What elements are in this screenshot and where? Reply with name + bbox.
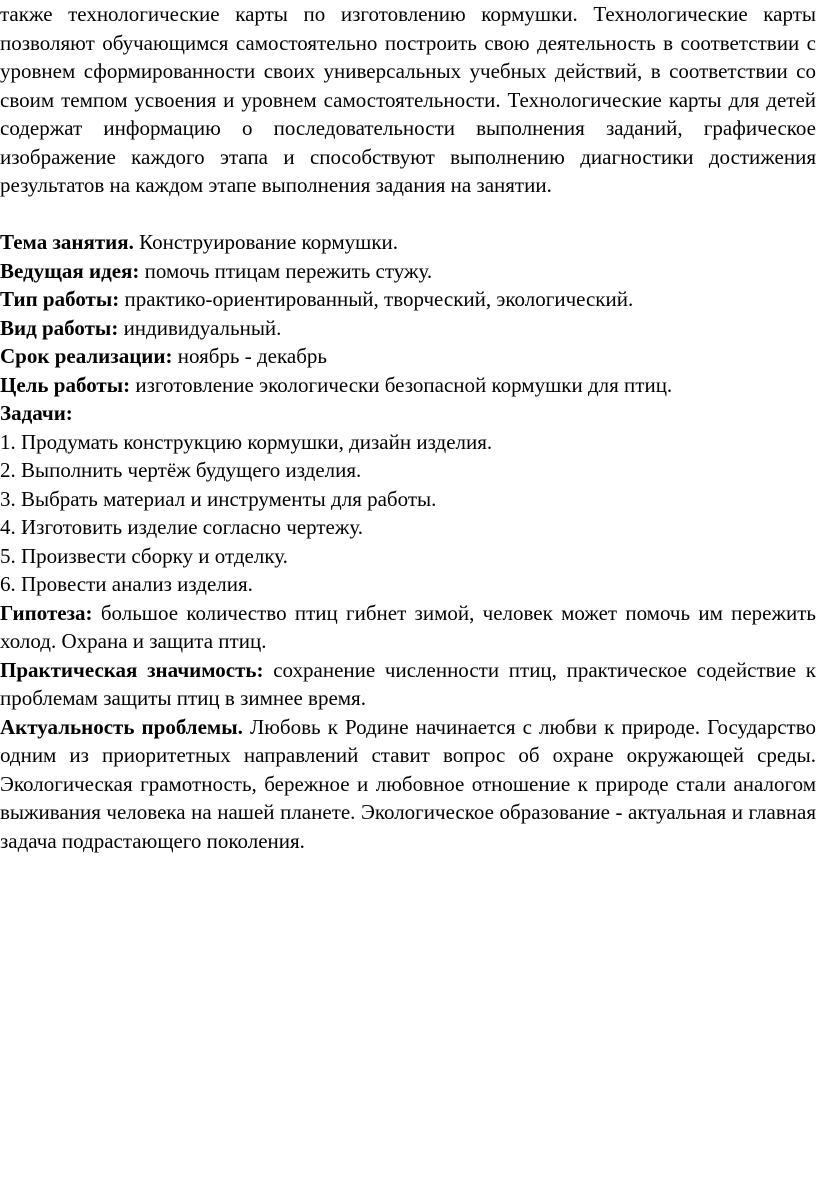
tasks-label: Задачи: bbox=[0, 401, 73, 425]
work-type-value: практико-ориентированный, творческий, экологический. bbox=[124, 287, 634, 311]
relevance-value: Любовь к Родине начинается с любви к природе. Государство одним из приоритетных направлений ставит вопрос об охране окружающей среды. Экологическая грамотность, бережное и любовное отношение к природе стали аналогом выживания человека на нашей планете. Экологическое образование - актуальная и главная задача подрастающего поколения. bbox=[0, 714, 816, 853]
task-item: 1. Продумать конструкцию кормушки, дизайн изделия. bbox=[0, 429, 493, 454]
topic-line bbox=[0, 228, 816, 257]
tasks-heading bbox=[0, 399, 816, 428]
term-value: ноябрь - декабрь bbox=[177, 344, 327, 368]
significance-paragraph bbox=[0, 656, 816, 713]
leading-idea-line bbox=[0, 257, 816, 286]
hypothesis-label: Гипотеза: bbox=[0, 600, 93, 625]
work-type-line bbox=[0, 285, 816, 314]
significance-value: сохранение численности птиц, практическое содействие к проблемам защиты птиц в зимнее время. bbox=[0, 657, 816, 710]
intro-paragraph: также технологические карты по изготовлению кормушки. Технологические карты позволяют обучающимся самостоятельно построить свою деятельность в соответствии с уровнем сформированности своих универсальных учебных действий, в соответствии со своим темпом усвоения и уровнем самостоятельности. Технологические карты для детей содержат информацию о последовательности выполнения заданий, графическое изображение каждого этапа и способствуют выполнению диагностики достижения результатов на каждом этапе выполнения задания на занятии. bbox=[0, 2, 816, 197]
term-label: Срок реализации: bbox=[0, 344, 173, 368]
goal-label: Цель работы: bbox=[0, 372, 131, 397]
work-kind-label: Вид работы: bbox=[0, 315, 119, 340]
relevance-paragraph bbox=[0, 713, 816, 856]
work-type-label: Тип работы: bbox=[0, 287, 120, 311]
task-item: 5. Произвести сборку и отделку. bbox=[0, 543, 288, 568]
work-kind-value: индивидуальный. bbox=[123, 315, 282, 340]
goal-value: изготовление экологически безопасной кормушки для птиц. bbox=[135, 372, 673, 397]
paragraph-gap bbox=[0, 200, 816, 229]
hypothesis-value: большое количество птиц гибнет зимой, человек может помочь им пережить холод. Охрана и защита птиц. bbox=[0, 600, 816, 653]
work-kind-line bbox=[0, 314, 816, 343]
goal-line bbox=[0, 371, 816, 400]
topic-label: Тема занятия. bbox=[0, 230, 134, 254]
task-item: 2. Выполнить чертёж будущего изделия. bbox=[0, 458, 362, 482]
relevance-label: Актуальность проблемы. bbox=[0, 714, 243, 739]
topic-value: Конструирование кормушки. bbox=[139, 230, 399, 254]
hypothesis-paragraph bbox=[0, 599, 816, 656]
task-item: 3. Выбрать материал и инструменты для работы. bbox=[0, 486, 437, 511]
significance-label: Практическая значимость: bbox=[0, 657, 264, 682]
task-item: 6. Провести анализ изделия. bbox=[0, 572, 253, 596]
leading-idea-value: помочь птицам пережить стужу. bbox=[144, 258, 433, 283]
task-item: 4. Изготовить изделие согласно чертежу. bbox=[0, 515, 364, 539]
term-line bbox=[0, 342, 816, 371]
leading-idea-label: Ведущая идея: bbox=[0, 258, 140, 283]
